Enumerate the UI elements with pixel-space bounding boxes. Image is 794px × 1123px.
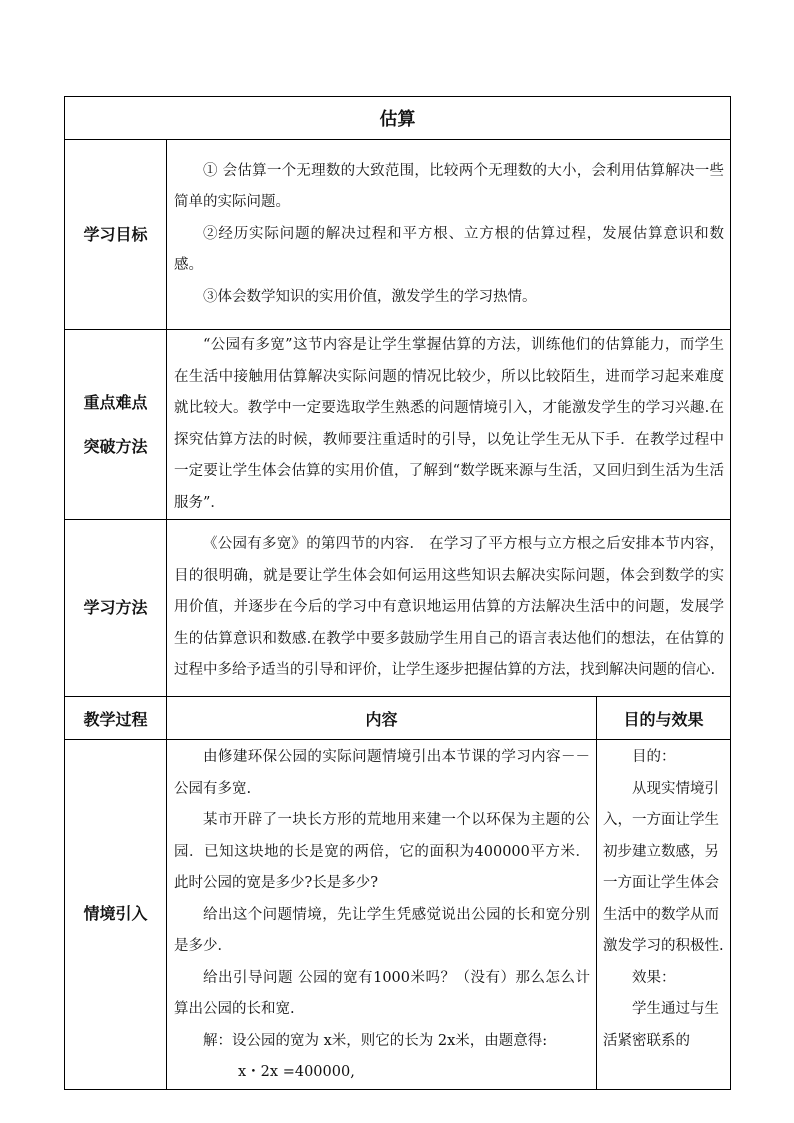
lesson-plan-table: [64, 96, 731, 1090]
goal-item: ③体会数学知识的实用价值，激发学生的学习热情。: [203, 288, 537, 305]
page-title: 估算: [65, 97, 731, 140]
key-points-label-line: 突破方法: [83, 436, 148, 456]
context-purpose-content: [597, 740, 731, 1090]
purpose-paragraph: 学生通过与生活紧密联系的: [603, 1001, 719, 1049]
learning-method-paragraph: 《公园有多宽》的第四节的内容． 在学习了平方根与立方根之后安排本节内容，目的很明确，就是要让学生体会如何运用这些知识去解决实际问题，体会到数学的实用价值，并逐步在今后的学习中有意识地运用估算的方法解决生活中的问题，发展学生的估算意识和数感.在教学中要多鼓励学生用自己的语言表达他们的想法，在估算的过程中多给予适当的引导和评价，让学生逐步把握估算的方法，找到解决问题的信心.: [174, 536, 725, 679]
learning-method-content: [167, 520, 731, 697]
learning-method-label: 学习方法: [65, 520, 167, 697]
context-intro-label: 情境引入: [65, 740, 167, 1090]
context-intro-content: [167, 740, 597, 1090]
key-points-content: [167, 330, 731, 520]
learning-method-row: [65, 520, 731, 697]
key-points-paragraph: “公园有多宽”这节内容是让学生掌握估算的方法，训练他们的估算能力，而学生在生活中接触用估算解决实际问题的情况比较少，所以比较陌生，进而学习起来难度就比较大。教学中一定要选取学生熟悉的问题情境引入，才能激发学生的学习兴趣.在探究估算方法的时候，教师要注重适时的引导，以免让学生无从下手．在教学过程中一定要让学生体会估算的实用价值，了解到“数学既来源与生活，又回归到生活为生活服务”．: [174, 337, 725, 511]
process-header-content: 内容: [167, 697, 597, 740]
process-header-row: [65, 697, 731, 740]
context-paragraph: 给出引导问题 公园的宽有1000米吗？（没有）那么怎么计算出公园的长和宽.: [174, 969, 590, 1017]
purpose-paragraph: 效果：: [632, 969, 676, 986]
context-paragraph: 由修建环保公园的实际问题情境引出本节课的学习内容－－公园有多宽.: [174, 749, 590, 797]
purpose-paragraph: 从现实情境引入，一方面让学生初步建立数感，另一方面让学生体会生活中的数学从而激发学习的积极性.: [603, 780, 724, 954]
learning-goals-row: [65, 140, 731, 330]
learning-goals-label: 学习目标: [65, 140, 167, 330]
goal-item: ① 会估算一个无理数的大致范围，比较两个无理数的大小，会利用估算解决一些简单的实际问题。: [174, 162, 725, 211]
context-equation: x・2x =400000,: [238, 1064, 355, 1080]
context-paragraph: 给出这个问题情境，先让学生凭感觉说出公园的长和宽分别是多少．: [174, 906, 590, 954]
context-paragraph: 解：设公园的宽为 x米，则它的长为 2x米，由题意得:: [203, 1032, 548, 1049]
goal-item: ②经历实际问题的解决过程和平方根、立方根的估算过程，发展估算意识和数感。: [174, 225, 725, 274]
purpose-paragraph: 目的：: [632, 749, 676, 765]
learning-goals-content: [167, 140, 731, 330]
context-paragraph: 某市开辟了一块长方形的荒地用来建一个以环保为主题的公园．已知这块地的长是宽的两倍，它的面积为400000平方米．此时公园的宽是多少?长是多少?: [174, 812, 590, 891]
context-intro-row: [65, 740, 731, 1090]
key-points-label-line: 重点难点: [83, 392, 148, 412]
key-points-label: [65, 330, 167, 520]
process-header-stage: 教学过程: [65, 697, 167, 740]
process-header-purpose: 目的与效果: [597, 697, 731, 740]
key-points-row: [65, 330, 731, 520]
